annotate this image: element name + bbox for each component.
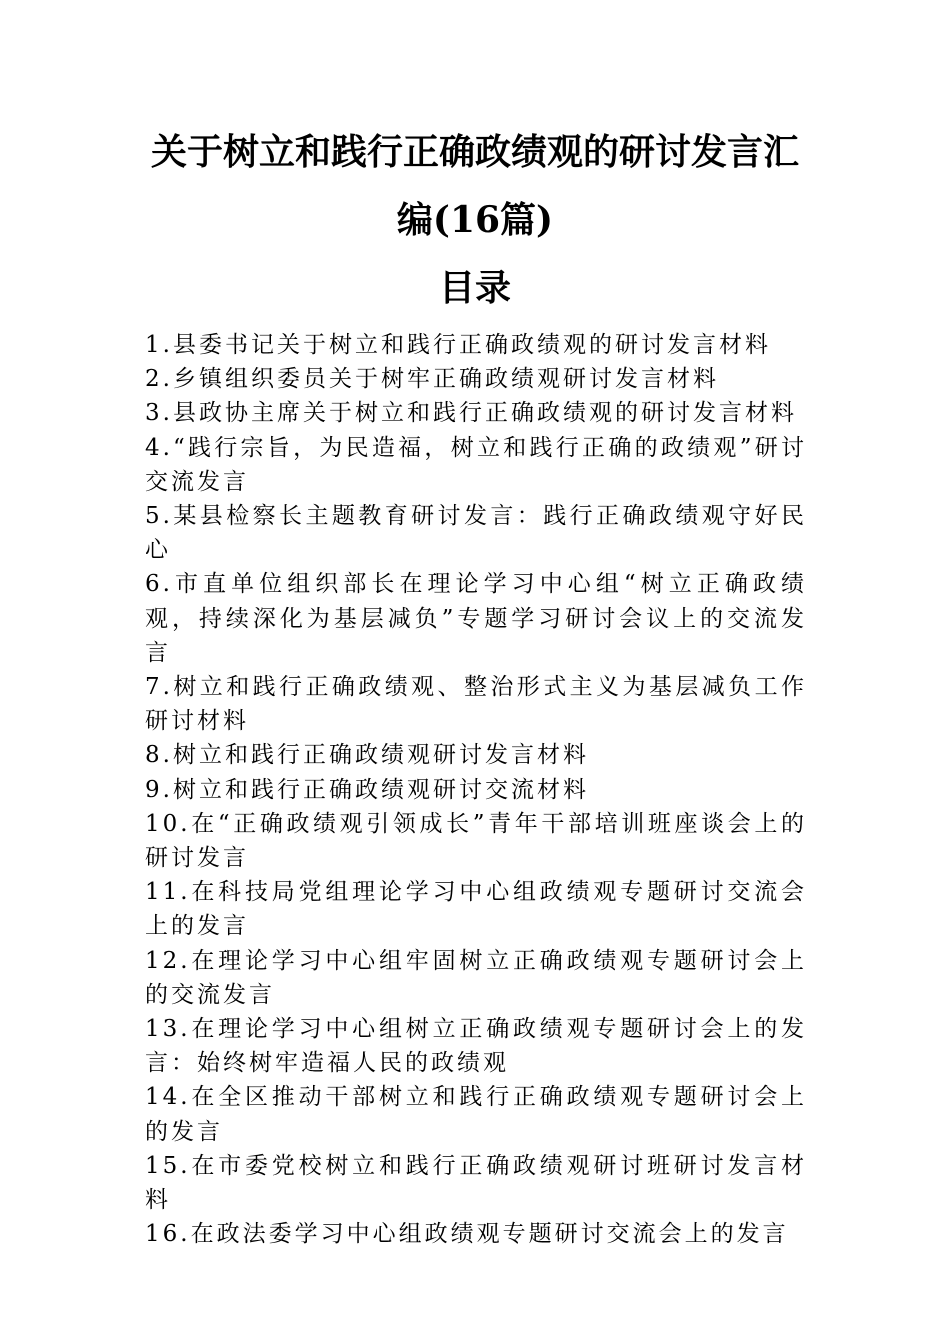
toc-item-text: 11.在科技局党组理论学习中心组政绩观专题研讨交流会上的发言 [145,879,807,940]
toc-item-9 [145,773,807,807]
toc-item-1 [145,328,807,362]
toc-item-8 [145,738,807,772]
toc-item-text: 1.县委书记关于树立和践行正确政绩观的研讨发言材料 [145,332,771,358]
toc-item-text: 7.树立和践行正确政绩观、整治形式主义为基层减负工作研讨材料 [145,674,807,735]
toc-item-13 [145,1012,807,1080]
toc-item-text: 12.在理论学习中心组牢固树立正确政绩观专题研讨会上的交流发言 [145,947,807,1008]
toc-item-text: 4.“践行宗旨，为民造福，树立和践行正确的政绩观”研讨交流发言 [145,434,807,495]
toc-item-12 [145,944,807,1012]
toc-item-10 [145,807,807,875]
toc-item-15 [145,1149,807,1217]
toc-item-text: 9.树立和践行正确政绩观研讨交流材料 [145,776,589,803]
toc-heading: 目录 [438,267,511,309]
toc-item-6 [145,567,807,670]
toc-item-5 [145,499,807,567]
toc-item-2 [145,362,807,396]
toc-item-text: 3.县政协主席关于树立和践行正确政绩观的研讨发言材料 [145,400,797,427]
toc-item-text: 14.在全区推动干部树立和践行正确政绩观专题研讨会上的发言 [145,1084,807,1145]
toc-item-4 [145,431,807,499]
toc-item-text: 5.某县检察长主题教育研讨发言：践行正确政绩观守好民心 [145,503,807,564]
toc-item-3 [145,396,807,430]
toc-item-text: 13.在理论学习中心组树立正确政绩观专题研讨会上的发言：始终树牢造福人民的政绩观 [145,1016,807,1077]
toc-item-7 [145,670,807,738]
document-title-line-1: 关于树立和践行正确政绩观的研讨发言汇 [150,131,799,173]
toc-item-text: 10.在“正确政绩观引领成长”青年干部培训班座谈会上的研讨发言 [145,810,807,872]
table-of-contents [145,328,807,1251]
document-title-line-2: 编(16篇) [396,199,554,241]
toc-item-text: 6.市直单位组织部长在理论学习中心组“树立正确政绩观，持续深化为基层减负”专题学习研讨会议上的交流发言 [145,571,807,666]
toc-item-text: 16.在政法委学习中心组政绩观专题研讨交流会上的发言 [145,1221,789,1248]
toc-item-14 [145,1080,807,1148]
toc-item-text: 8.树立和践行正确政绩观研讨发言材料 [145,742,589,769]
toc-item-16 [145,1217,807,1251]
toc-item-text: 2.乡镇组织委员关于树牢正确政绩观研讨发言材料 [145,366,719,393]
toc-item-11 [145,875,807,943]
toc-item-text: 15.在市委党校树立和践行正确政绩观研讨班研讨发言材料 [145,1152,807,1214]
